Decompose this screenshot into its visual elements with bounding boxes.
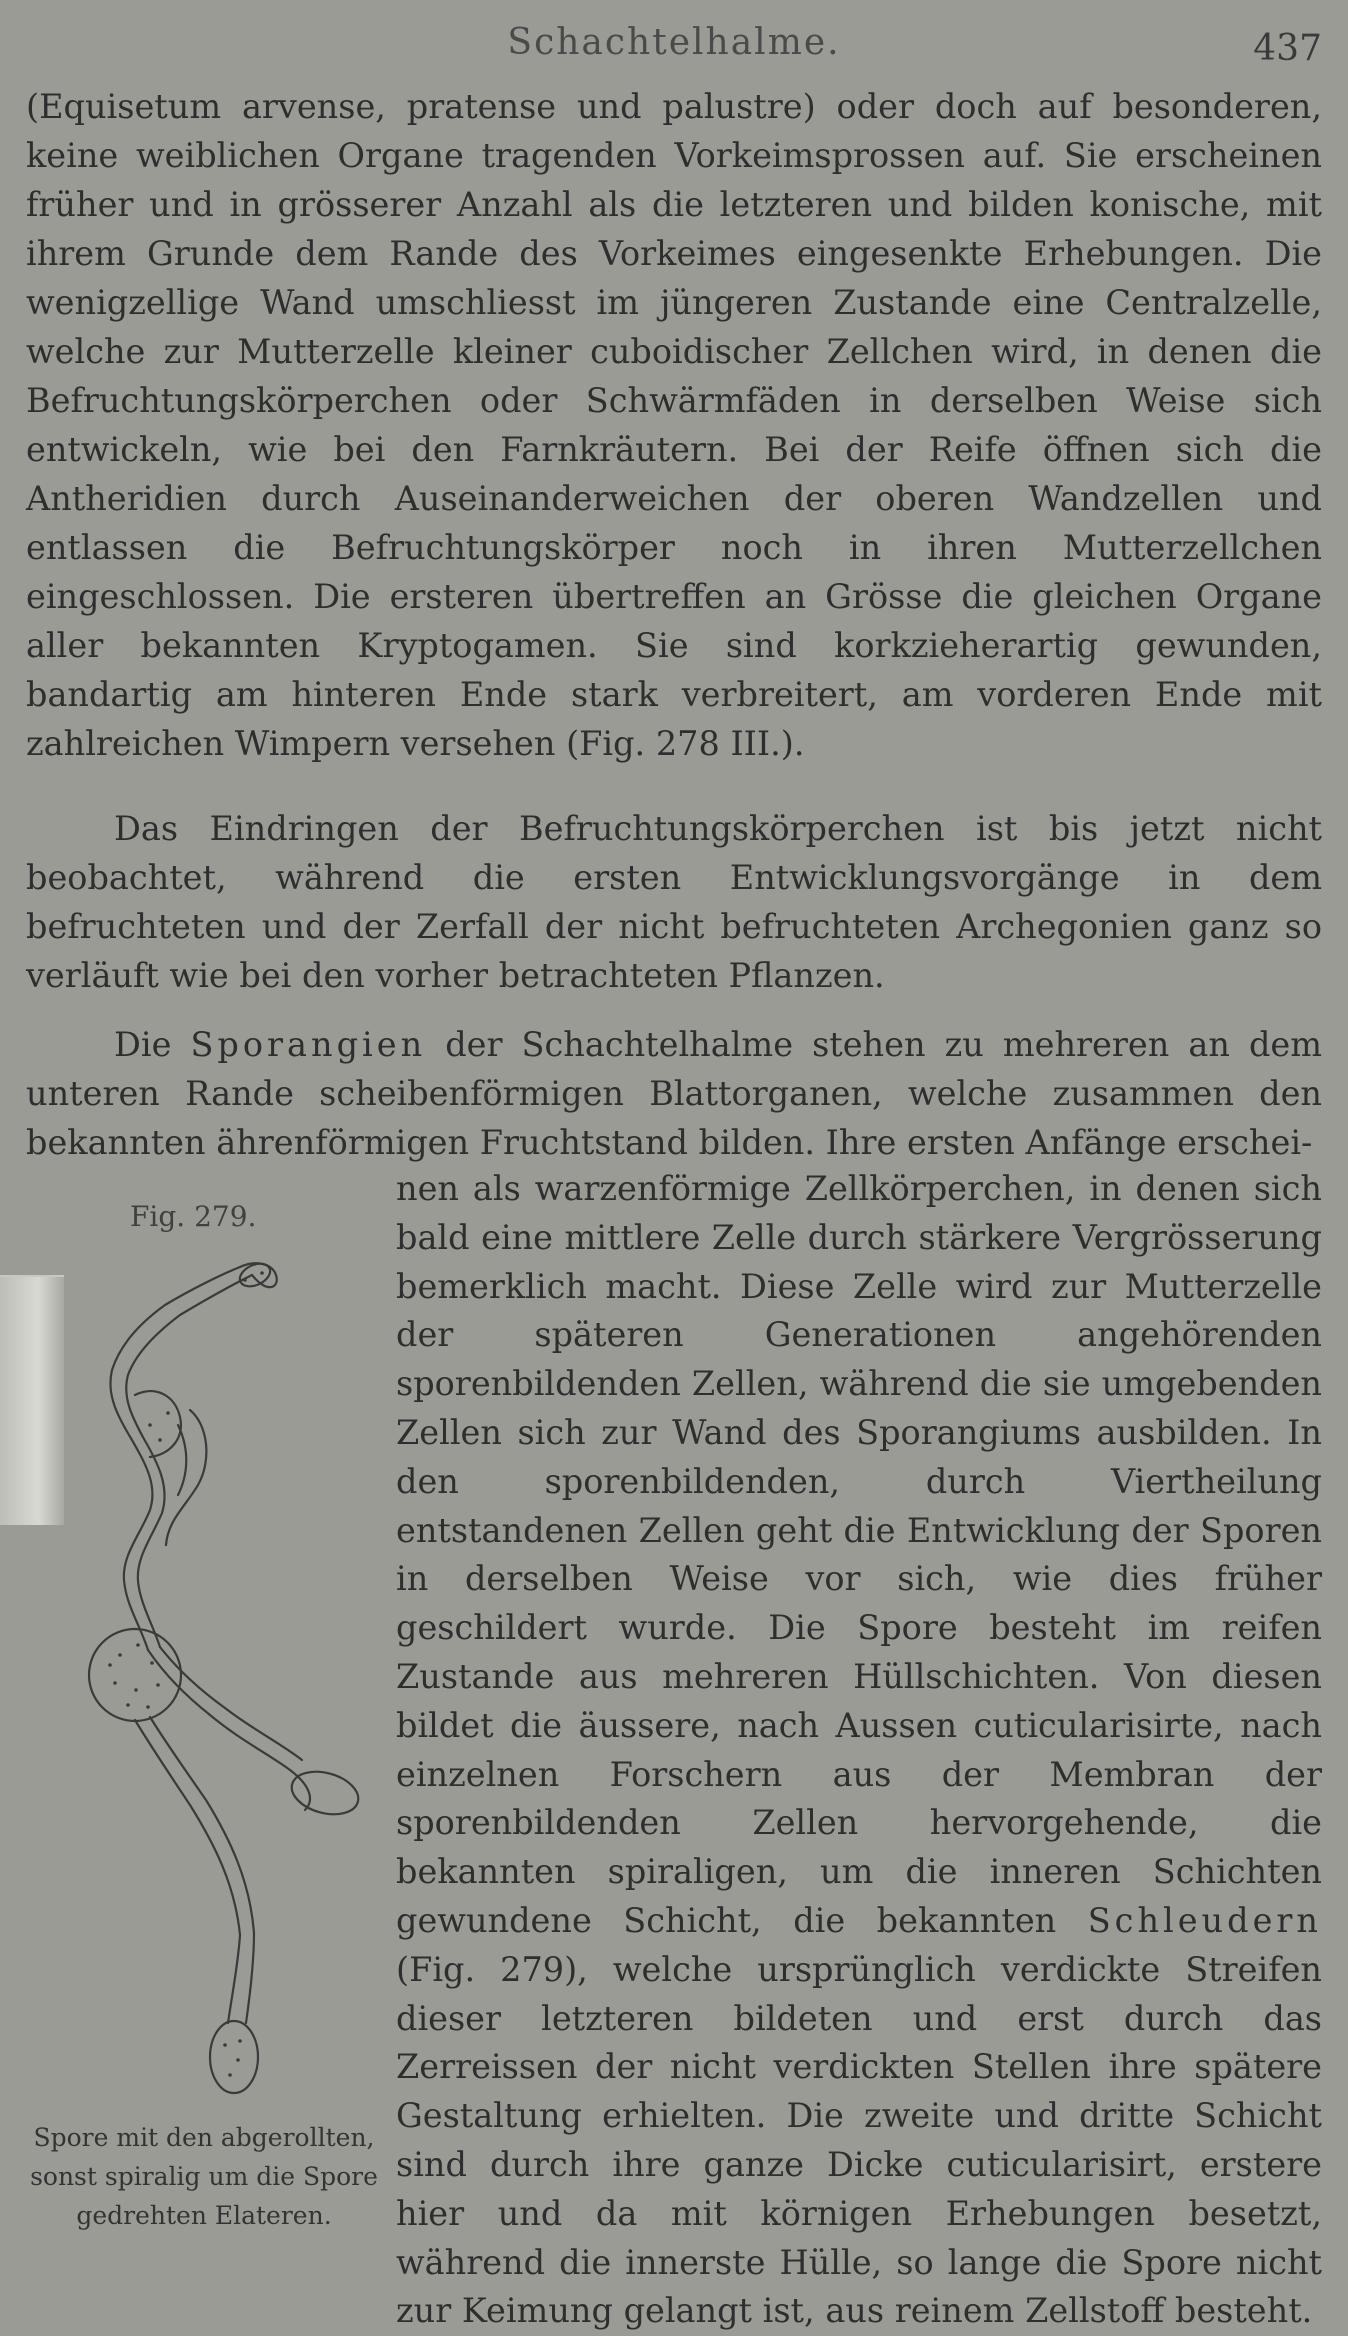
term-sporangien: Sporangien	[190, 1025, 427, 1064]
paragraph-sporangia-lead: Die	[114, 1025, 191, 1064]
running-head	[0, 22, 1348, 72]
paragraph-sporangia-continued-before: nen als warzenförmige Zellkörperchen, in denen sich bald eine mittlere Zelle durch stärkere Vergrösserung bemerklich macht. Diese Zelle wird zur Mutterzelle der späteren Generationen angehörenden sporenbildenden Zellen, während die sie umgebenden Zellen sich zur Wand des Sporangiums ausbilden. In den sporenbildenden, durch Viertheilung entstandenen Zellen geht die Entwicklung der Sporen in derselben Weise vor sich, wie dies früher geschildert wurde. Die Spore besteht im reifen Zustande aus mehreren Hüllschichten. Von diesen bildet die äussere, nach Aussen cuticularisirte, nach einzelnen Forschern aus der Membran der sporenbildenden Zellen hervorgehende, die bekannten spiraligen, um die inneren Schichten gewundene Schicht, die bekannten	[396, 1169, 1322, 1940]
paragraph-sporangia	[26, 1020, 1322, 1167]
spore-elaters-illustration	[40, 1245, 360, 2105]
figure-label: Fig. 279.	[130, 1200, 257, 1233]
running-head-title: Schachtelhalme.	[507, 22, 841, 63]
paragraph-antheridia: (Equisetum arvense, pratense und palustre) oder doch auf besonderen, keine weiblichen Organe tragenden Vorkeimsprossen auf. Sie erscheinen früher und in grösserer Anzahl als die letzteren und bilden konische, mit ihrem Grunde dem Rande des Vorkeimes eingesenkte Erhebungen. Die wenigzellige Wand umschliesst im jüngeren Zustande eine Centralzelle, welche zur Mutterzelle kleiner cuboidischer Zellchen wird, in denen die Befruchtungskörperchen oder Schwärmfäden in derselben Weise sich entwickeln, wie bei den Farnkräutern. Bei der Reife öffnen sich die Antheridien durch Auseinanderweichen der oberen Wandzellen und entlassen die Befruchtungskörper noch in ihren Mutterzellchen eingeschlossen. Die ersteren übertreffen an Grösse die gleichen Organe aller bekannten Kryptogamen. Sie sind korkzieherartig gewunden, bandartig am hinteren Ende stark verbreitert, am vorderen Ende mit zahlreichen Wimpern versehen (Fig. 278 III.).	[26, 87, 1322, 763]
paragraph-sporangia-continued	[396, 1165, 1322, 2336]
figure-caption: Spore mit den abgerollten, sonst spiralig um die Spore gedrehten Elateren.	[30, 2123, 378, 2230]
paragraph-sporangia-rest: der Schachtelhalme stehen zu mehreren an dem unteren Rande scheibenförmigen Blattorganen, welche zusammen den bekannten ährenförmigen Fruchtstand bilden. Ihre ersten Anfänge erschei-	[26, 1025, 1323, 1162]
paragraph-fertilization: Das Eindringen der Befruchtungskörperchen ist bis jetzt nicht beobachtet, während die ersten Entwicklungsvorgänge in dem befruchteten und der Zerfall der nicht befruchteten Archegonien ganz so verläuft wie bei den vorher betrachteten Pflanzen.	[26, 809, 1322, 995]
paragraph-sporangia-continued-after: (Fig. 279), welche ursprünglich verdickte Streifen dieser letzteren bildeten und erst durch das Zerreissen der nicht verdickten Stellen ihre spätere Gestaltung erhielten. Die zweite und dritte Schicht sind durch ihre ganze Dicke cuticularisirt, erstere hier und da mit körnigen Erhebungen besetzt, während die innerste Hülle, so lange die Spore nicht zur Keimung gelangt ist, aus reinem Zellstoff besteht.	[396, 1949, 1322, 2331]
term-schleudern: Schleudern	[1087, 1900, 1322, 1940]
page-number: 437	[1253, 28, 1322, 69]
